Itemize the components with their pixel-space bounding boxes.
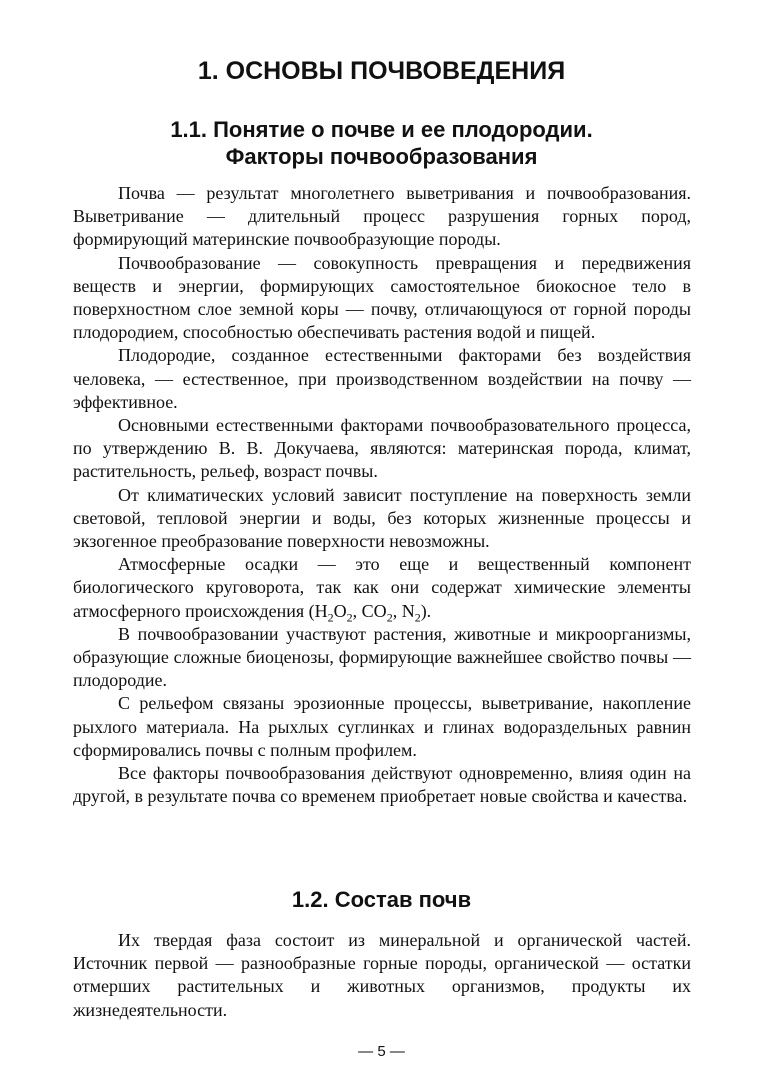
formula-part: O — [333, 600, 347, 621]
paragraph: Основными естественными факторами почвообразовательного процесса, по утверждению В. В. Докучаева, являются: материнская порода, климат, растительность, рельеф, возраст почвы. — [73, 415, 691, 482]
section-title: 1.2. Состав почв — [291, 887, 472, 912]
paragraph: С рельефом связаны эрозионные процессы, выветривание, накопление рыхлого материала. На рыхлых суглинках и глинах водораздельных равнин сформировались почвы с полным профилем. — [73, 693, 691, 760]
formula-part: N — [401, 600, 415, 621]
section-body — [73, 182, 691, 808]
formula-part: CO — [361, 600, 387, 621]
paragraph: В почвообразовании участвуют растения, животные и микроорганизмы, образующие сложные биоценозы, формирующие важнейшее свойство почвы — плодородие. — [73, 623, 691, 691]
section-title-line: 1.1. Понятие о почве и ее плодородии. — [170, 117, 593, 142]
paragraph: От климатических условий зависит поступление на поверхность земли световой, тепловой энергии и воды, без которых жизненные процессы и экзогенное преобразование поверхности невозможны. — [73, 484, 691, 552]
subscript: 2 — [386, 610, 393, 625]
formula-sep: , — [392, 600, 402, 621]
section-title — [0, 116, 763, 170]
paragraph: Почва — результат многолетнего выветривания и почвообразования. Выветривание — длительный процесс разрушения горных пород, формирующий материнские почвообразующие породы. — [73, 183, 691, 250]
formula-close: ). — [420, 600, 432, 621]
subscript: 2 — [327, 610, 334, 625]
paragraph-text: Атмосферные осадки — это еще и вещественный компонент биологического круговорота, так как они содержат химические элементы атмосферного происхождения (H — [73, 554, 691, 621]
section-title-line: Факторы почвообразования — [225, 144, 538, 169]
chapter-title: 1. ОСНОВЫ ПОЧВОВЕДЕНИЯ — [197, 57, 566, 85]
subscript: 2 — [414, 610, 421, 625]
paragraph-with-formula — [73, 553, 691, 623]
subscript: 2 — [346, 610, 353, 625]
paragraph: Их твердая фаза состоит из минеральной и органической частей. Источник первой — разнообразные горные породы, органической — остатки отмерших растительных и животных организмов, продукты их жизнедеятельности. — [73, 930, 691, 1020]
page-number: — 5 — — [358, 1043, 405, 1060]
paragraph: Почвообразование — совокупность превращения и передвижения веществ и энергии, формирующих самостоятельное биокосное тело в поверхностном слое земной коры — почву, отличающуюся от горной породы плодородием, способностью обеспечивать растения водой и пищей. — [73, 252, 691, 343]
paragraph: Плодородие, созданное естественными факторами без воздействия человека, — естественное, при производственном воздействии на почву — эффективное. — [73, 345, 691, 412]
paragraph: Все факторы почвообразования действуют одновременно, влияя один на другой, в результате почва со временем приобретает новые свойства и качества. — [73, 763, 691, 807]
section-body — [73, 929, 691, 1022]
formula-sep: , — [352, 600, 362, 621]
